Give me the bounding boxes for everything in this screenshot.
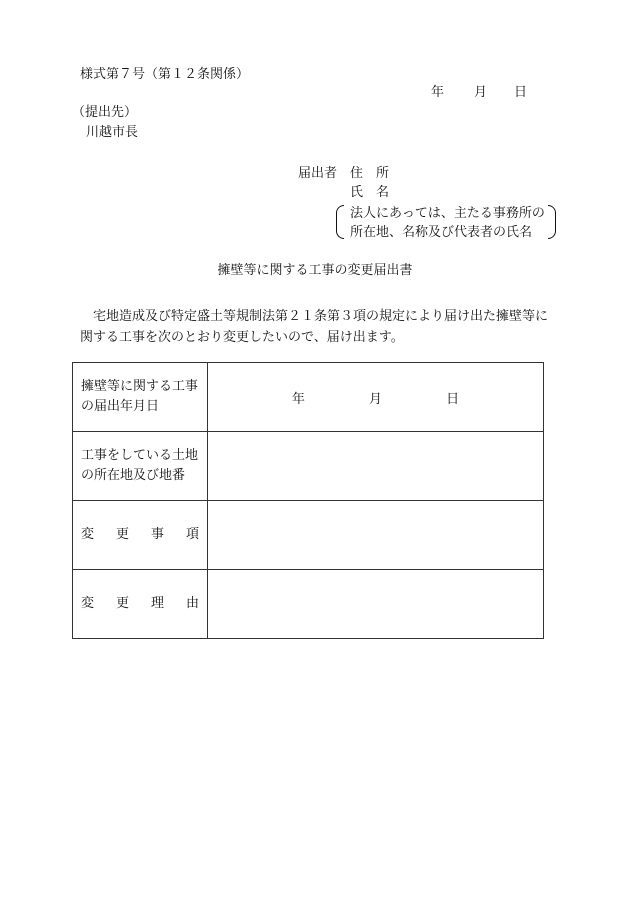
label-char: 更 bbox=[115, 596, 129, 611]
submit-to-label: （提出先） bbox=[72, 105, 138, 120]
notification-date-field[interactable] bbox=[208, 363, 544, 432]
label-char: 理 bbox=[150, 596, 164, 611]
table-row bbox=[73, 432, 544, 501]
change-reason-field[interactable] bbox=[208, 570, 544, 639]
table-row bbox=[73, 363, 544, 432]
corporation-note-line1: 法人にあっては、主たる事務所の bbox=[350, 206, 545, 221]
form-number: 様式第７号（第１２条関係） bbox=[80, 67, 250, 82]
label-char: 変 bbox=[81, 527, 95, 542]
corporation-note-line2: 所在地、名称及び代表者の氏名 bbox=[350, 225, 533, 240]
label-char: 項 bbox=[185, 527, 199, 542]
label-char: 由 bbox=[185, 596, 199, 611]
address-label: 住 所 bbox=[350, 166, 390, 181]
label-char: 更 bbox=[115, 527, 129, 542]
name-label: 氏 名 bbox=[350, 185, 390, 200]
label-char: 事 bbox=[150, 527, 164, 542]
change-items-field[interactable] bbox=[208, 501, 544, 570]
left-bracket bbox=[336, 205, 344, 239]
change-items-label bbox=[73, 501, 208, 570]
corporation-note bbox=[336, 204, 556, 240]
land-location-field[interactable] bbox=[208, 432, 544, 501]
notification-date-label: 擁壁等に関する工事の届出年月日 bbox=[73, 363, 208, 432]
details-table bbox=[72, 362, 544, 639]
date-month-label: 月 bbox=[474, 85, 488, 100]
row-year-label: 年 bbox=[291, 391, 305, 407]
right-bracket bbox=[548, 205, 556, 239]
label-char: 変 bbox=[81, 596, 95, 611]
row-day-label: 日 bbox=[446, 391, 460, 407]
recipient: 川越市長 bbox=[86, 125, 139, 140]
change-reason-label bbox=[73, 570, 208, 639]
document-title: 擁壁等に関する工事の変更届出書 bbox=[217, 263, 413, 278]
body-text: 宅地造成及び特定盛土等規制法第２１条第３項の規定により届け出た擁壁等に関する工事を次のとおり変更したいので、届け出ます。 bbox=[80, 309, 549, 345]
table-row bbox=[73, 570, 544, 639]
row-month-label: 月 bbox=[368, 391, 382, 407]
applicant-label: 届出者 bbox=[298, 166, 338, 181]
date-year-label: 年 bbox=[431, 85, 445, 100]
land-location-label: 工事をしている土地の所在地及び地番 bbox=[73, 432, 208, 501]
table-row bbox=[73, 501, 544, 570]
date-day-label: 日 bbox=[514, 85, 528, 100]
